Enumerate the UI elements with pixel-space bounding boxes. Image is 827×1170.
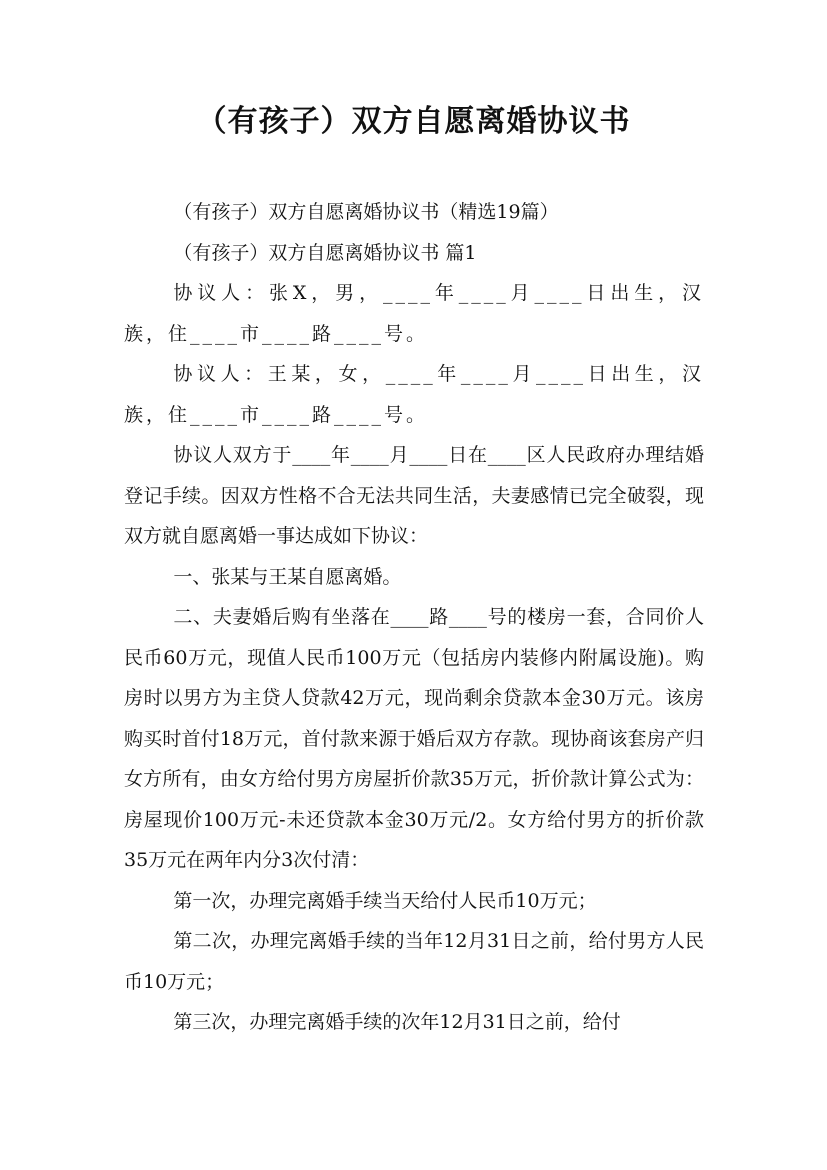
- paragraph-party-1: 协议人：张X，男，____年____月____日出生，汉族，住____市____路____号。: [124, 282, 704, 345]
- paragraph-payment-1: 第一次，办理完离婚手续当天给付人民币10万元；: [173, 889, 597, 912]
- paragraph-party-2: 协议人：王某，女，____年____月____日出生，汉族，住____市____路____号。: [124, 363, 704, 426]
- document-title: （有孩子）双方自愿离婚协议书: [196, 104, 631, 139]
- paragraph-subtitle: （有孩子）双方自愿离婚协议书（精选19篇）: [173, 201, 559, 223]
- paragraph-payment-2: 第二次，办理完离婚手续的当年12月31日之前，给付男方人民币10万元；: [124, 930, 704, 993]
- paragraph-section-heading: （有孩子）双方自愿离婚协议书 篇1: [173, 241, 477, 264]
- document-body: [124, 192, 704, 1043]
- paragraph-preamble: 协议人双方于____年____月____日在____区人民政府办理结婚登记手续。因双方性格不合无法共同生活，夫妻感情已完全破裂，现双方就自愿离婚一事达成如下协议：: [124, 444, 704, 547]
- paragraph-payment-3: 第三次，办理完离婚手续的次年12月31日之前，给付: [173, 1011, 621, 1033]
- paragraph-clause-2: 二、夫妻婚后购有坐落在____路____号的楼房一套，合同价人民币60万元，现值人民币100万元（包括房内装修内附属设施)。购房时以男方为主贷人贷款42万元，现尚剩余贷款本金30万元。该房购买时首付18万元，首付款来源于婚后双方存款。现协商该套房产归女方所有，由女方给付男方房屋折价款35万元，折价款计算公式为：房屋现价100万元-未还贷款本金30万元/2。女方给付男方的折价款35万元在两年内分3次付清：: [124, 606, 704, 871]
- paragraph-clause-1: 一、张某与王某自愿离婚。: [173, 565, 402, 588]
